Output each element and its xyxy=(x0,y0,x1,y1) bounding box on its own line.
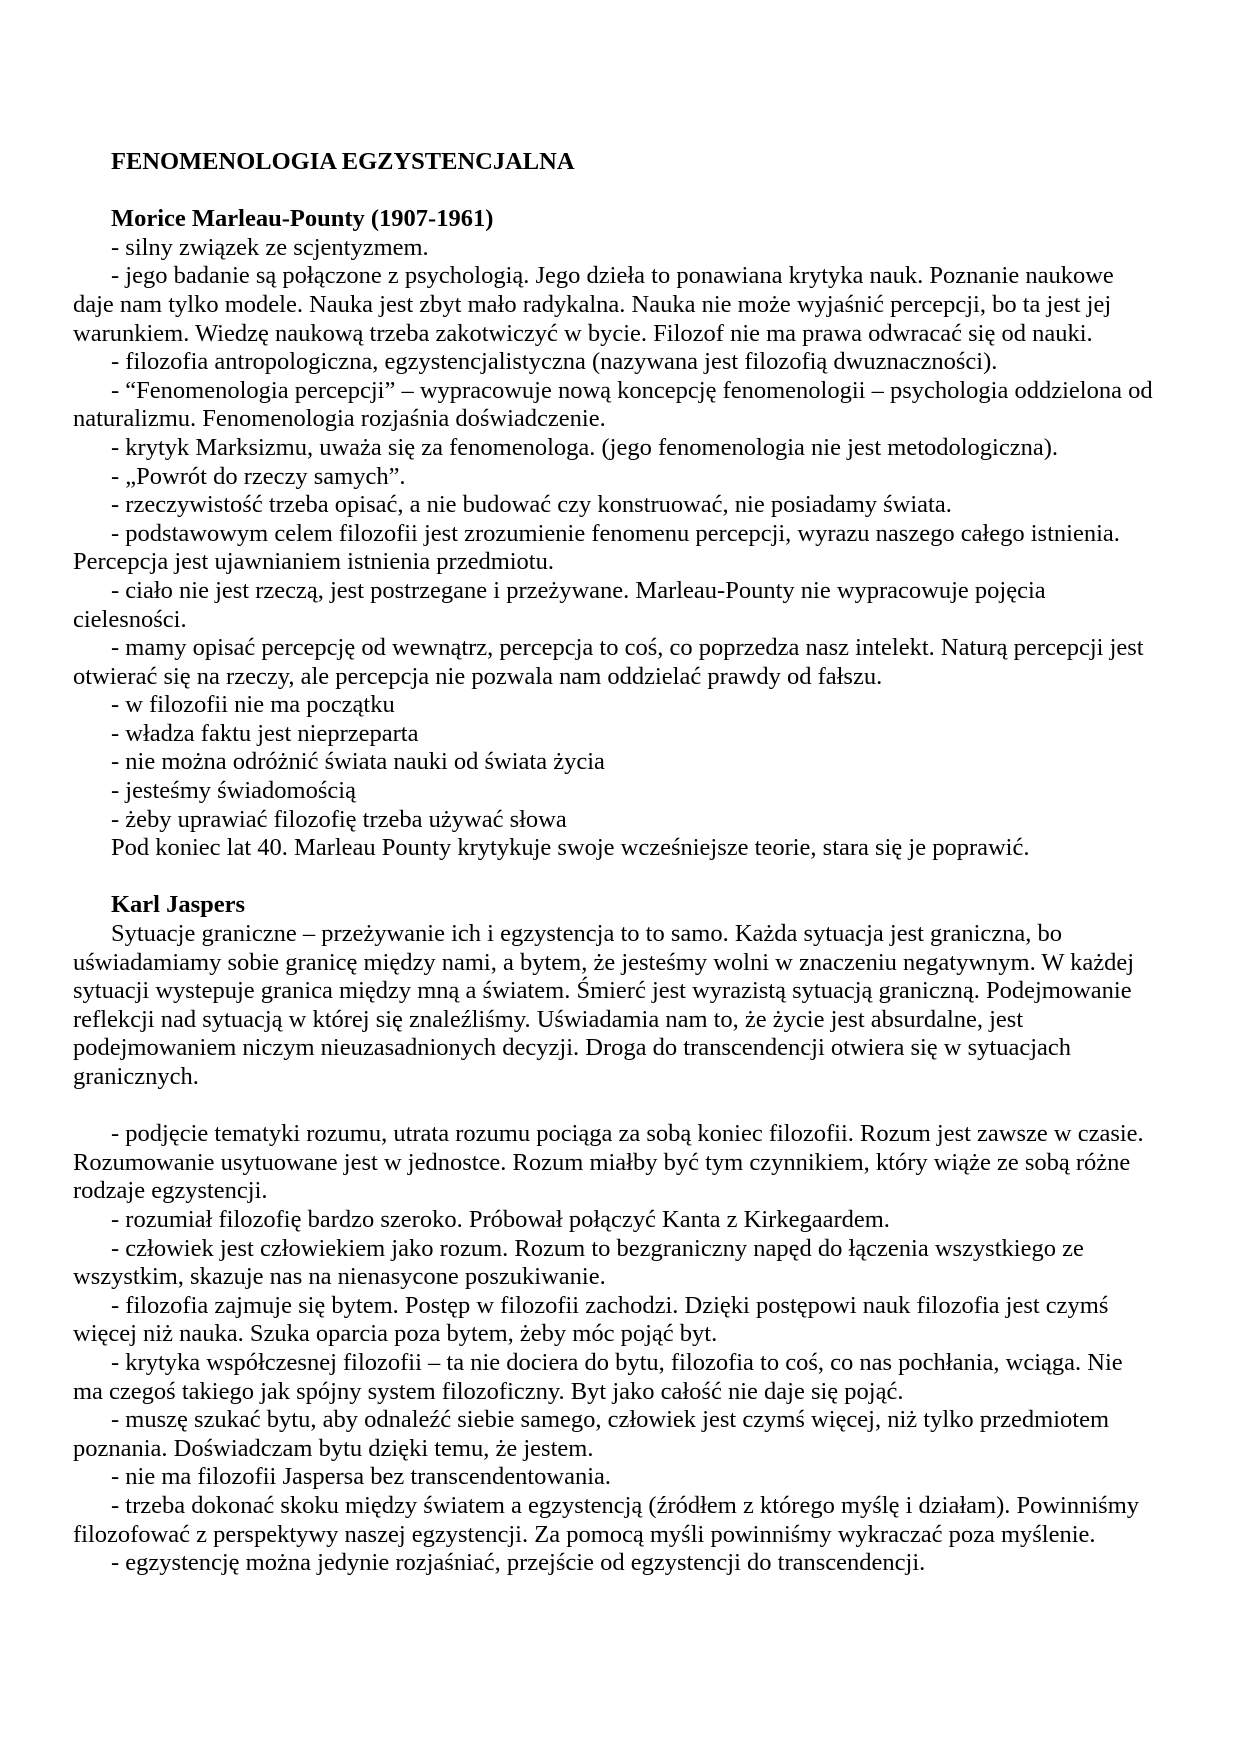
text-line: Pod koniec lat 40. Marleau Pounty krytykuje swoje wcześniejsze teorie, stara się je poprawić. xyxy=(111,834,1030,862)
text-line: sytuacji wystepuje granica między mną a światem. Śmierć jest wyrazistą sytuacją graniczną. Podejmowanie xyxy=(73,977,1132,1005)
text-line: granicznych. xyxy=(73,1063,199,1090)
bullet-line: - władza faktu jest nieprzeparta xyxy=(111,719,419,747)
blank-line xyxy=(0,1092,1240,1121)
text-line: Sytuacje graniczne – przeżywanie ich i egzystencja to to samo. Każda sytuacja jest graniczna, bo xyxy=(111,920,1063,948)
bullet-line: - podjęcie tematyki rozumu, utrata rozumu pociąga za sobą koniec filozofii. Rozum jest zawsze w czasie. xyxy=(111,1120,1144,1148)
bullet-line: - „Powrót do rzeczy samych”. xyxy=(111,462,406,490)
bullet-line: - żeby uprawiać filozofię trzeba używać słowa xyxy=(111,805,567,833)
bullet-line: - człowiek jest człowiekiem jako rozum. Rozum to bezgraniczny napęd do łączenia wszystkiego ze xyxy=(111,1234,1084,1262)
text-line: reflekcji nad sytuacją w której się znaleźliśmy. Uświadamia nam to, że życie jest absurdalne, jest xyxy=(73,1005,1024,1033)
document-page xyxy=(0,148,1240,1578)
bullet-line: - egzystencję można jedynie rozjaśniać, przejście od egzystencji do transcendencji. xyxy=(111,1549,926,1577)
blank-line xyxy=(0,177,1240,206)
bullet-line: - podstawowym celem filozofii jest zrozumienie fenomenu percepcji, wyrazu naszego całego istnienia. xyxy=(111,519,1120,547)
text-line: ma czegoś takiego jak spójny system filozoficzny. Byt jako całość nie daje się pojąć. xyxy=(73,1377,904,1405)
bullet-line: - rzeczywistość trzeba opisać, a nie budować czy konstruować, nie posiadamy świata. xyxy=(111,491,952,519)
bullet-line: - jesteśmy świadomością xyxy=(111,777,356,805)
text-line: naturalizmu. Fenomenologia rozjaśnia doświadczenie. xyxy=(73,405,606,433)
bullet-line: - w filozofii nie ma początku xyxy=(111,691,395,719)
bullet-line: - filozofia zajmuje się bytem. Postęp w filozofii zachodzi. Dzięki postępowi nauk filozofia jest czymś xyxy=(111,1291,1109,1319)
text-line: uświadamiamy sobie granicę między nami, a bytem, że jesteśmy wolni w znaczeniu negatywnym. W każdej xyxy=(73,948,1135,976)
text-line: podejmowaniem niczym nieuzasadnionych decyzji. Droga do transcendencji otwiera się w sytuacjach xyxy=(73,1034,1072,1062)
text-line: cielesności. xyxy=(73,605,187,633)
bullet-line: - silny związek ze scjentyzmem. xyxy=(111,233,429,261)
text-line: poznania. Doświadczam bytu dzięki temu, że jestem. xyxy=(73,1434,594,1462)
text-line: warunkiem. Wiedzę naukową trzeba zakotwiczyć w bycie. Filozof nie ma prawa odwracać się od nauki. xyxy=(73,319,1093,347)
section-heading: Morice Marleau-Pounty (1907-1961) xyxy=(111,205,494,233)
bullet-line: - nie można odróżnić świata nauki od świata życia xyxy=(111,748,605,776)
bullet-line: - krytyka współczesnej filozofii – ta nie dociera do bytu, filozofia to coś, co nas pochłania, wciąga. Nie xyxy=(111,1348,1123,1376)
bullet-line: - muszę szukać bytu, aby odnaleźć siebie samego, człowiek jest czymś więcej, niż tylko przedmiotem xyxy=(111,1406,1110,1434)
text-line: Percepcja jest ujawnianiem istnienia przedmiotu. xyxy=(73,548,554,576)
section-heading: Karl Jaspers xyxy=(111,891,246,919)
bullet-line: - rozumiał filozofię bardzo szeroko. Próbował połączyć Kanta z Kirkegaardem. xyxy=(111,1205,890,1233)
text-line: filozofować z perspektywy naszej egzystencji. Za pomocą myśli powinniśmy wykraczać poza myślenie. xyxy=(73,1520,1096,1548)
bullet-line: - ciało nie jest rzeczą, jest postrzegane i przeżywane. Marleau-Pounty nie wypracowuje pojęcia xyxy=(111,576,1046,604)
text-line: otwierać się na rzeczy, ale percepcja nie pozwala nam oddzielać prawdy od fałszu. xyxy=(73,662,883,690)
bullet-line: - “Fenomenologia percepcji” – wypracowuje nową koncepcję fenomenologii – psychologia oddzielona od xyxy=(111,376,1153,404)
bullet-line: - filozofia antropologiczna, egzystencjalistyczna (nazywana jest filozofią dwuznaczności). xyxy=(111,348,998,376)
bullet-line: - krytyk Marksizmu, uważa się za fenomenologa. (jego fenomenologia nie jest metodologiczna). xyxy=(111,433,1059,461)
text-line: więcej niż nauka. Szuka oparcia poza bytem, żeby móc pojąć byt. xyxy=(73,1320,718,1348)
text-line: Rozumowanie usytuowane jest w jednostce. Rozum miałby być tym czynnikiem, który wiąże ze sobą różne xyxy=(73,1148,1131,1176)
text-line: rodzaje egzystencji. xyxy=(73,1177,268,1205)
blank-line xyxy=(0,863,1240,892)
bullet-line: - mamy opisać percepcję od wewnątrz, percepcja to coś, co poprzedza nasz intelekt. Naturą percepcji jest xyxy=(111,634,1144,662)
bullet-line: - trzeba dokonać skoku między światem a egzystencją (źródłem z którego myślę i działam). Powinniśmy xyxy=(111,1491,1140,1519)
document-title: FENOMENOLOGIA EGZYSTENCJALNA xyxy=(111,148,575,175)
bullet-line: - jego badanie są połączone z psychologią. Jego dzieła to ponawiana krytyka nauk. Poznanie naukowe xyxy=(111,262,1114,290)
text-line: wszystkim, skazuje nas na nienasycone poszukiwanie. xyxy=(73,1263,606,1291)
text-line: daje nam tylko modele. Nauka jest zbyt mało radykalna. Nauka nie może wyjaśnić percepcji, bo ta jest jej xyxy=(73,290,1112,318)
bullet-line: - nie ma filozofii Jaspersa bez transcendentowania. xyxy=(111,1463,612,1491)
